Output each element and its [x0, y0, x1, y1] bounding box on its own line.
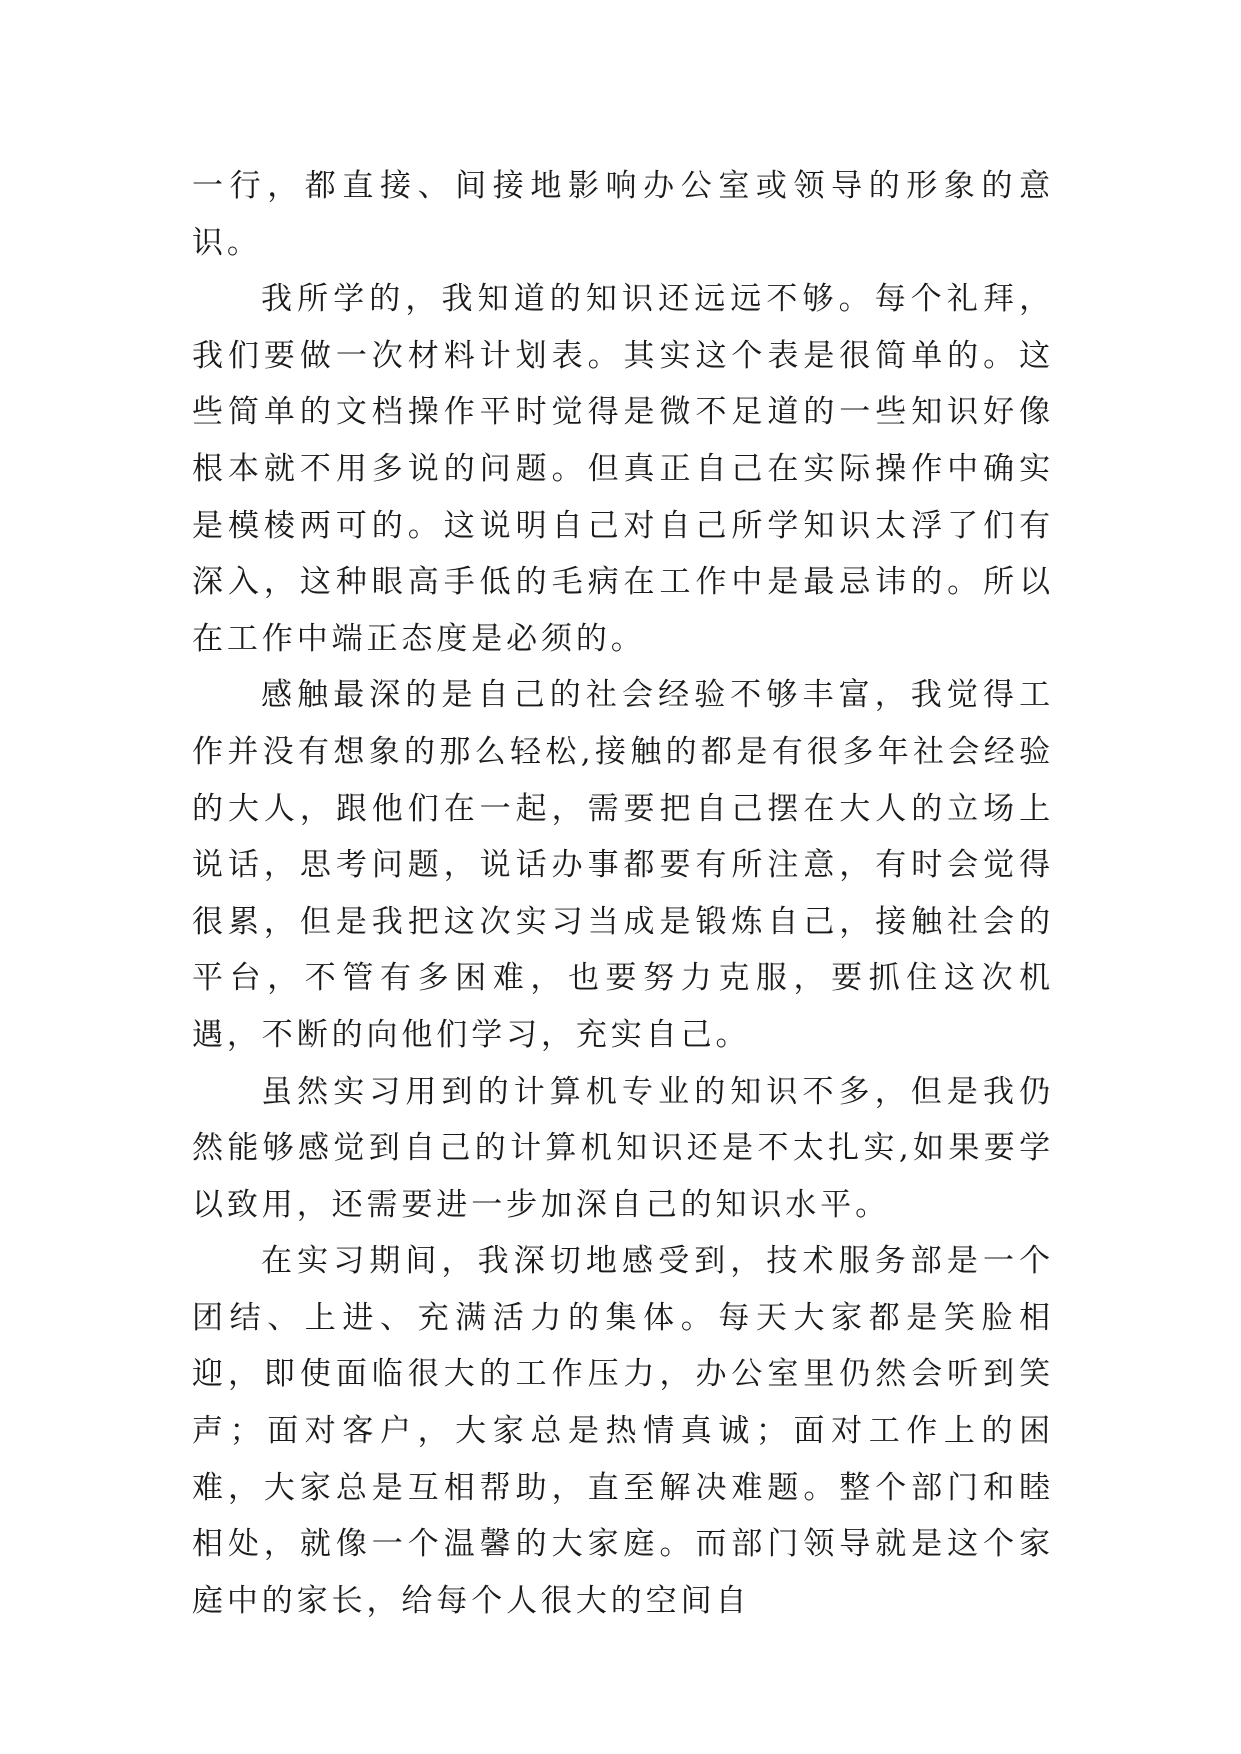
paragraph: 我所学的，我知道的知识还远远不够。每个礼拜，我们要做一次材料计划表。其实这个表是很简单的。这些简单的文档操作平时觉得是微不足道的一些知识好像根本就不用多说的问题。但真正自己在实际操作中确实是模棱两可的。这说明自己对自己所学知识太浮了们有深入，这种眼高手低的毛病在工作中是最忌讳的。所以在工作中端正态度是必须的。 — [192, 281, 1054, 657]
paragraph: 在实习期间，我深切地感受到，技术服务部是一个团结、上进、充满活力的集体。每天大家都是笑脸相迎，即使面临很大的工作压力，办公室里仍然会听到笑声；面对客户，大家总是热情真诚；面对工作上的困难，大家总是互相帮助，直至解决难题。整个部门和睦相处，就像一个温馨的大家庭。而部门领导就是这个家庭中的家长，给每个人很大的空间自 — [192, 1243, 1054, 1619]
body-text — [192, 158, 1054, 1629]
paragraph: 感触最深的是自己的社会经验不够丰富，我觉得工作并没有想象的那么轻松,接触的都是有很多年社会经验的大人，跟他们在一起，需要把自己摆在大人的立场上说话，思考问题，说话办事都要有所注意，有时会觉得很累，但是我把这次实习当成是锻炼自己，接触社会的平台，不管有多困难，也要努力克服，要抓住这次机遇，不断的向他们学习，充实自己。 — [192, 677, 1054, 1053]
paragraph-continued: 一行，都直接、间接地影响办公室或领导的形象的意识。 — [192, 168, 1054, 261]
paragraph: 虽然实习用到的计算机专业的知识不多，但是我仍然能够感觉到自己的计算机知识还是不太扎实,如果要学以致用，还需要进一步加深自己的知识水平。 — [192, 1073, 1054, 1223]
